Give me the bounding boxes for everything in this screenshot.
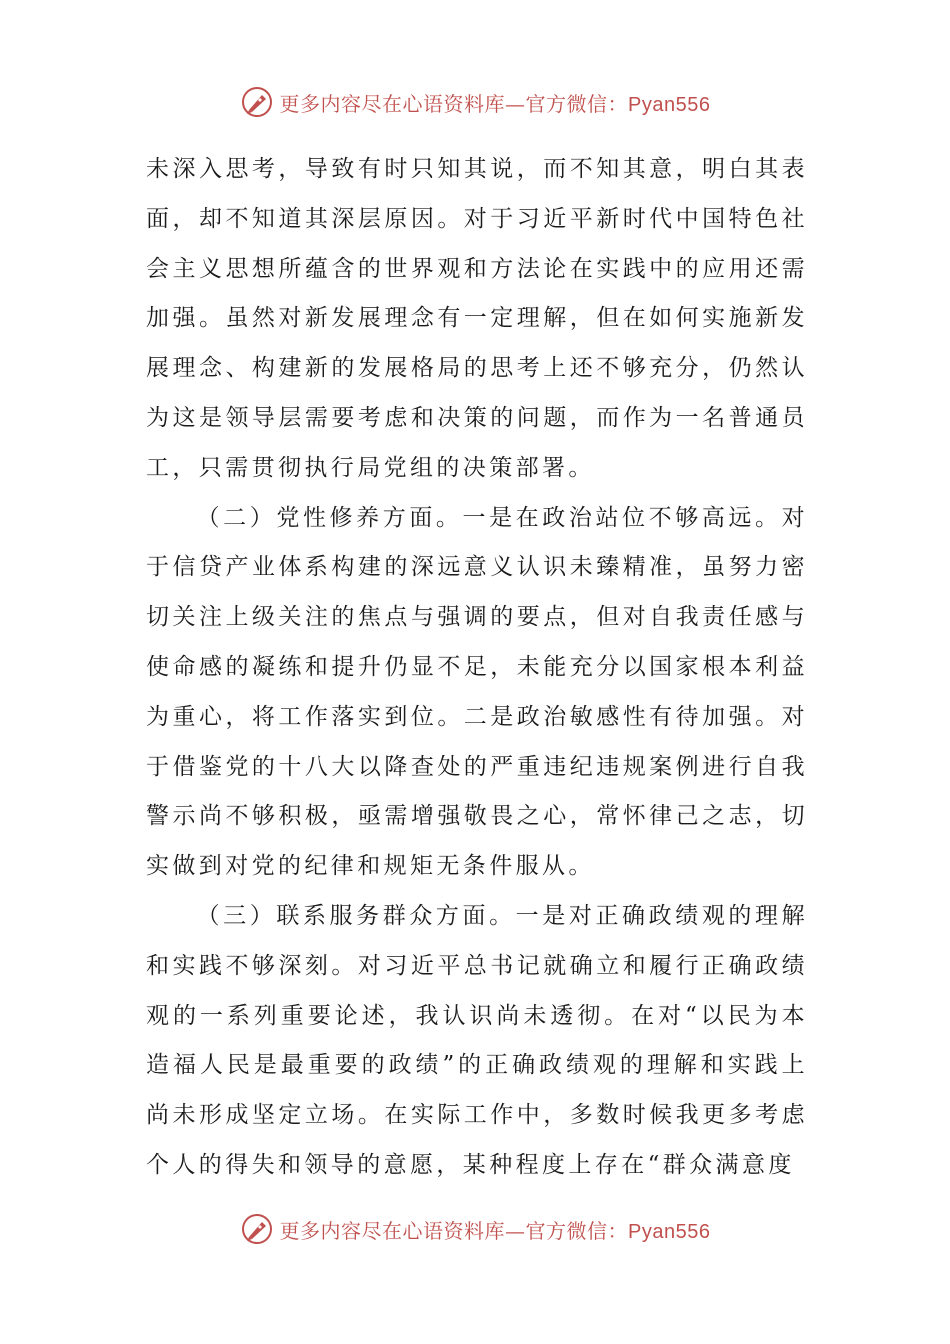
- paragraph-3: （三）联系服务群众方面。一是对正确政绩观的理解和实践不够深刻。对习近平总书记就确立和履行正确政绩观的一系列重要论述，我认识尚未透彻。在对“以民为本造福人民是最重要的政绩”的正确政绩观的理解和实践上尚未形成坚定立场。在实际工作中，多数时候我更多考虑个人的得失和领导的意愿，某种程度上存在“群众满意度: [146, 902, 808, 1178]
- pen-nib-logo-icon: [240, 85, 274, 119]
- pen-nib-logo-icon: [240, 1212, 274, 1246]
- banner-text: [280, 88, 711, 117]
- footer-banner: [0, 1209, 950, 1249]
- banner-text: [280, 1215, 711, 1244]
- banner-label: 更多内容尽在心语资料库—官方微信：: [279, 1218, 629, 1243]
- wechat-id: Pyan556: [628, 93, 711, 116]
- banner-label: 更多内容尽在心语资料库—官方微信：: [279, 91, 629, 116]
- paragraph-2: （二）党性修养方面。一是在政治站位不够高远。对于信贷产业体系构建的深远意义认识未臻精准，虽努力密切关注上级关注的焦点与强调的要点，但对自我责任感与使命感的凝练和提升仍显不足，未能充分以国家根本利益为重心，将工作落实到位。二是政治敏感性有待加强。对于借鉴党的十八大以降查处的严重违纪违规案例进行自我警示尚不够积极，亟需增强敬畏之心，常怀律己之志，切实做到对党的纪律和规矩无条件服从。: [146, 504, 808, 880]
- wechat-id: Pyan556: [628, 1220, 711, 1243]
- header-banner: [0, 82, 950, 122]
- paragraph-1: 未深入思考，导致有时只知其说，而不知其意，明白其表面，却不知道其深层原因。对于习近平新时代中国特色社会主义思想所蕴含的世界观和方法论在实践中的应用还需加强。虽然对新发展理念有一定理解，但在如何实施新发展理念、构建新的发展格局的思考上还不够充分，仍然认为这是领导层需要考虑和决策的问题，而作为一名普通员工，只需贯彻执行局党组的决策部署。: [146, 156, 808, 481]
- document-body: [146, 145, 808, 1191]
